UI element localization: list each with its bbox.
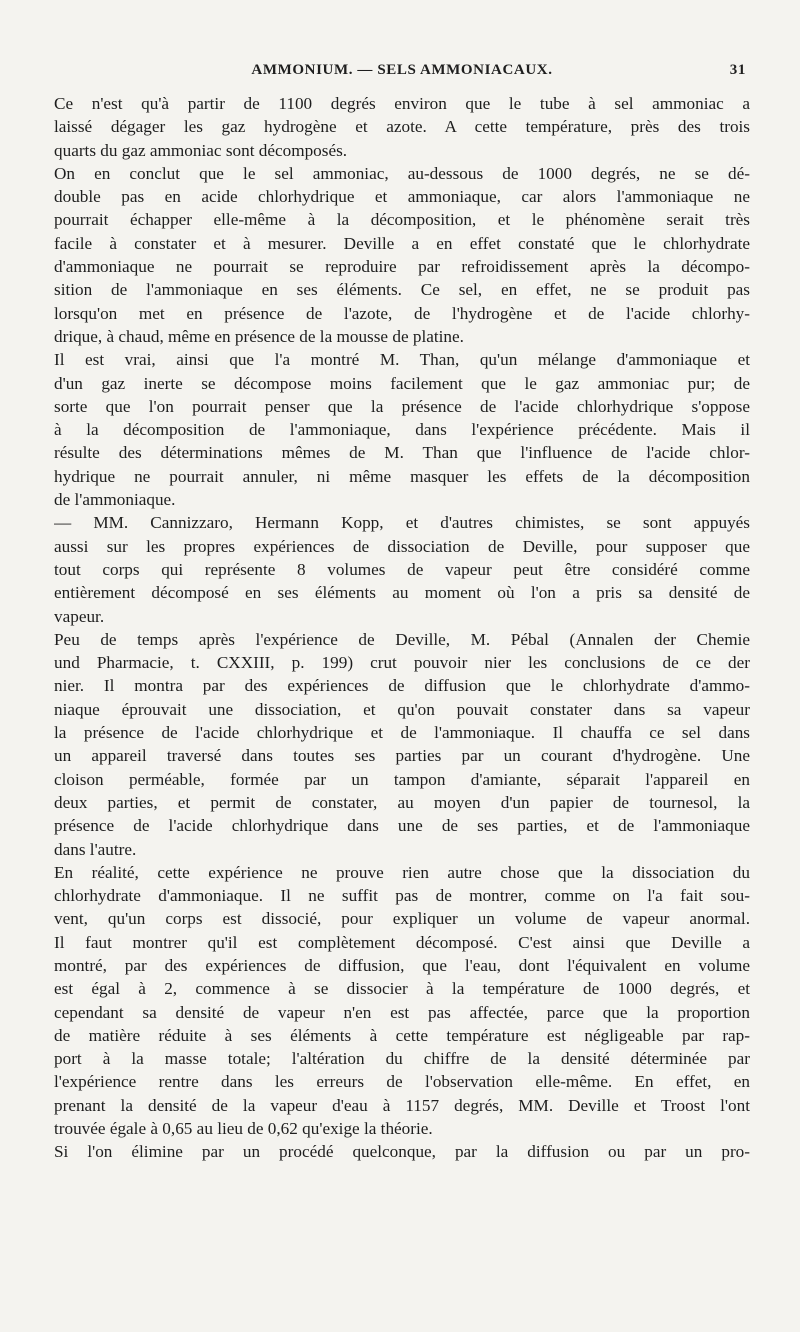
text-line: und Pharmacie, t. CXXIII, p. 199) crut pouvoir nier les conclusions de ce der — [54, 653, 750, 673]
text-line: quarts du gaz ammoniac sont décomposés. — [54, 140, 348, 160]
text-line: entièrement décomposé en ses éléments au moment où l'on a pris sa densité de — [54, 583, 750, 603]
text-line: Si l'on élimine par un procédé quelconque, par la diffusion ou par un pro- — [54, 1142, 750, 1162]
text-line: d'un gaz inerte se décompose moins facilement que le gaz ammoniac pur; de — [54, 373, 750, 393]
text-line: nier. Il montra par des expériences de diffusion que le chlorhydrate d'ammo- — [54, 676, 750, 696]
text-line: sition de l'ammoniaque en ses éléments. Ce sel, en effet, ne se produit pas — [54, 280, 750, 300]
text-line: dans l'autre. — [54, 839, 137, 859]
body-text — [54, 92, 750, 1164]
text-line: double pas en acide chlorhydrique et ammoniaque, car alors l'ammoniaque ne — [54, 187, 750, 207]
text-line: cloison perméable, formée par un tampon d'amiante, séparait l'appareil en — [54, 769, 750, 789]
paragraph — [54, 348, 750, 511]
text-line: de matière réduite à ses éléments à cette température est négligeable par rap- — [54, 1025, 750, 1045]
paragraph — [54, 628, 750, 861]
text-line: la présence de l'acide chlorhydrique et de l'ammoniaque. Il chauffa ce sel dans — [54, 723, 750, 743]
page-number: 31 — [729, 62, 746, 78]
text-line: résulte des déterminations mêmes de M. Than que l'influence de l'acide chlor- — [54, 443, 750, 463]
text-line: vent, qu'un corps est dissocié, pour expliquer un volume de vapeur anormal. — [54, 909, 750, 929]
text-line: trouvée égale à 0,65 au lieu de 0,62 qu'exige la théorie. — [54, 1119, 433, 1139]
text-line: est égal à 2, commence à se dissocier à la température de 1000 degrés, et — [54, 979, 750, 999]
text-line: port à la masse totale; l'altération du chiffre de la densité déterminée par — [54, 1049, 750, 1069]
text-line: aussi sur les propres expériences de dissociation de Deville, pour supposer que — [54, 536, 750, 556]
text-line: l'expérience rentre dans les erreurs de l'observation elle-même. En effet, en — [54, 1072, 750, 1092]
text-line: présence de l'acide chlorhydrique dans une de ses parties, et de l'ammoniaque — [54, 816, 750, 836]
text-line: tout corps qui représente 8 volumes de vapeur peut être considéré comme — [54, 559, 750, 579]
text-line: Il est vrai, ainsi que l'a montré M. Than, qu'un mélange d'ammoniaque et — [54, 350, 750, 370]
text-line: montré, par des expériences de diffusion, que l'eau, dont l'équivalent en volume — [54, 955, 750, 975]
text-line: chlorhydrate d'ammoniaque. Il ne suffit pas de montrer, comme on l'a fait sou- — [54, 886, 750, 906]
text-line: un appareil traversé dans toutes ses parties par un courant d'hydrogène. Une — [54, 746, 750, 766]
text-line: sorte que l'on pourrait penser que la présence de l'acide chlorhydrique s'oppose — [54, 396, 750, 416]
text-line: à la décomposition de l'ammoniaque, dans l'expérience précédente. Mais il — [54, 420, 750, 440]
text-line: En réalité, cette expérience ne prouve rien autre chose que la dissociation du — [54, 862, 750, 882]
running-title: AMMONIUM. — SELS AMMONIACAUX. — [251, 62, 553, 78]
text-line: cependant sa densité de vapeur n'en est pas affectée, parce que la proportion — [54, 1002, 750, 1022]
paragraph — [54, 92, 750, 162]
paragraph — [54, 861, 750, 1141]
paragraph — [54, 1140, 750, 1163]
text-line: deux parties, et permit de constater, au moyen d'un papier de tournesol, la — [54, 792, 750, 812]
paragraph — [54, 162, 750, 348]
text-line: laissé dégager les gaz hydrogène et azote. A cette température, près des trois — [54, 117, 750, 137]
text-line: de l'ammoniaque. — [54, 490, 176, 510]
text-line: pourrait échapper elle-même à la décomposition, et le phénomène serait très — [54, 210, 750, 230]
text-line: facile à constater et à mesurer. Deville a en effet constaté que le chlorhydrate — [54, 233, 750, 253]
text-line: On en conclut que le sel ammoniac, au-dessous de 1000 degrés, ne se dé- — [54, 163, 750, 183]
paragraph — [54, 511, 750, 627]
text-line: hydrique ne pourrait annuler, ni même masquer les effets de la décomposition — [54, 466, 750, 486]
text-line: lorsqu'on met en présence de l'azote, de l'hydrogène et de l'acide chlorhy- — [54, 303, 750, 323]
text-line: d'ammoniaque ne pourrait se reproduire par refroidissement après la décompo- — [54, 257, 750, 277]
text-line: vapeur. — [54, 606, 105, 626]
text-line: Ce n'est qu'à partir de 1100 degrés environ que le tube à sel ammoniac a — [54, 94, 750, 113]
running-header — [54, 62, 750, 92]
text-line: prenant la densité de la vapeur d'eau à 1157 degrés, MM. Deville et Troost l'ont — [54, 1095, 750, 1115]
text-line: drique, à chaud, même en présence de la mousse de platine. — [54, 326, 464, 346]
text-line: — MM. Cannizzaro, Hermann Kopp, et d'autres chimistes, se sont appuyés — [54, 513, 750, 533]
text-line: Peu de temps après l'expérience de Deville, M. Pébal (Annalen der Chemie — [54, 629, 750, 649]
text-line: Il faut montrer qu'il est complètement décomposé. C'est ainsi que Deville a — [54, 932, 750, 952]
text-line: niaque éprouvait une dissociation, et qu'on pouvait constater dans sa vapeur — [54, 699, 750, 719]
